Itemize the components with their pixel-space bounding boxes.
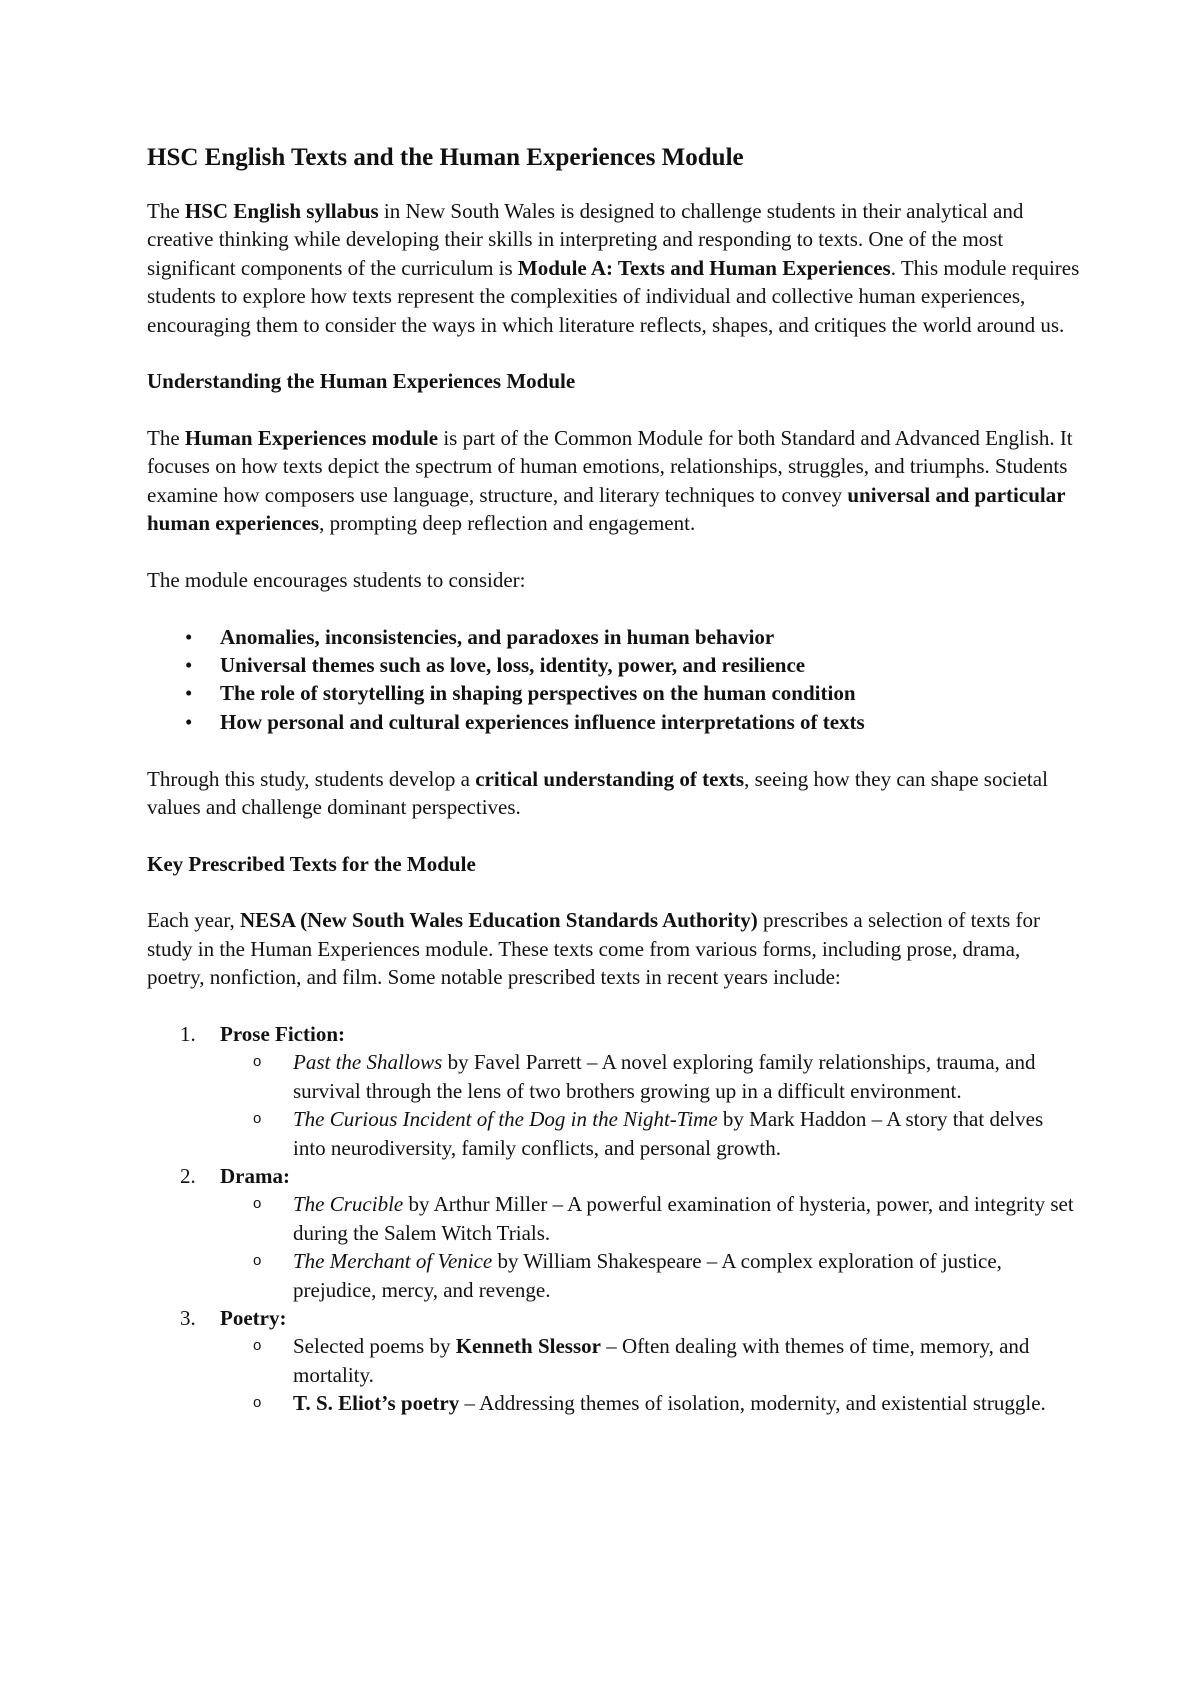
paragraph <box>147 906 1080 991</box>
bullet-item <box>147 679 1080 707</box>
bold-run: Module A: Texts and Human Experiences <box>517 255 891 280</box>
text-run: The <box>147 425 185 450</box>
section-heading: Understanding the Human Experiences Module <box>147 369 576 394</box>
text-description: by Arthur Miller – A powerful examination of hysteria, power, and integrity set during the Salem Witch Trials. <box>293 1192 1074 1245</box>
bullet-icon: • <box>185 624 193 649</box>
text-description: by Mark Haddon – A story that delves into neurodiversity, family conflicts, and personal growth. <box>293 1107 1044 1160</box>
category-label: Poetry: <box>220 1305 287 1330</box>
paragraph <box>147 765 1080 822</box>
poet-name: T. S. Eliot’s poetry <box>293 1391 460 1416</box>
bullet-icon: • <box>185 709 193 734</box>
paragraph <box>147 424 1080 538</box>
bullet-text: The role of storytelling in shaping perspectives on the human condition <box>220 681 856 706</box>
bold-run: universal and particular human experiences <box>147 482 1066 536</box>
text-run: is part of the Common Module for both Standard and Advanced English. It focuses on how texts depict the spectrum of human emotions, relationships, struggles, and triumphs. Students examine how composers use language, structure, and literary techniques to convey <box>147 425 1073 507</box>
text-run: Selected poems by <box>293 1334 456 1359</box>
text-run: Each year, <box>147 908 241 933</box>
text-description: – Often dealing with themes of time, memory, and mortality. <box>293 1334 1030 1387</box>
circle-bullet-icon: o <box>253 1110 262 1128</box>
prescribed-texts-list <box>147 1020 1080 1418</box>
circle-bullet-icon: o <box>253 1394 262 1412</box>
text-run: . This module requires students to explore how texts represent the complexities of individual and collective human experiences, encouraging them to consider the ways in which literature reflects, shapes, and critiques the world around us. <box>147 255 1080 337</box>
text-run: Through this study, students develop a <box>147 766 476 791</box>
bold-run: NESA (New South Wales Education Standards Authority) <box>240 908 758 933</box>
sub-item <box>220 1105 1080 1162</box>
bold-run: Human Experiences module <box>184 425 439 450</box>
bullet-item <box>147 651 1080 679</box>
category-item <box>147 1304 1080 1418</box>
sub-item <box>220 1247 1080 1304</box>
sub-item <box>220 1332 1080 1389</box>
poet-name: Kenneth Slessor <box>455 1334 601 1359</box>
sub-list <box>220 1048 1080 1162</box>
list-number: 3. <box>180 1305 196 1330</box>
bullet-icon: • <box>185 653 193 678</box>
section-heading: Key Prescribed Texts for the Module <box>147 851 476 876</box>
bullet-text: How personal and cultural experiences influence interpretations of texts <box>220 709 865 734</box>
bold-run: critical understanding of texts <box>475 766 745 791</box>
paragraph: The module encourages students to consider: <box>147 567 526 592</box>
bullet-text: Universal themes such as love, loss, identity, power, and resilience <box>220 653 806 678</box>
sub-list <box>220 1190 1080 1304</box>
document-title: HSC English Texts and the Human Experiences Module <box>147 144 744 171</box>
bullet-item <box>147 623 1080 651</box>
category-item <box>147 1020 1080 1162</box>
text-description: – Addressing themes of isolation, modernity, and existential struggle. <box>459 1391 1046 1416</box>
circle-bullet-icon: o <box>253 1195 262 1213</box>
bullet-text: Anomalies, inconsistencies, and paradoxes in human behavior <box>220 624 775 649</box>
text-title: The Curious Incident of the Dog in the Night-Time <box>293 1107 718 1132</box>
text-run: prescribes a selection of texts for study in the Human Experiences module. These texts come from various forms, including prose, drama, poetry, nonfiction, and film. Some notable prescribed texts in recent years include: <box>147 908 1040 990</box>
circle-bullet-icon: o <box>253 1337 262 1355</box>
category-label: Drama: <box>220 1163 290 1188</box>
sub-list <box>220 1332 1080 1417</box>
text-run: The <box>147 199 185 223</box>
text-run: , seeing how they can shape societal values and challenge dominant perspectives. <box>147 766 1048 820</box>
category-item <box>147 1162 1080 1304</box>
bullet-list <box>147 623 1080 737</box>
bullet-item <box>147 708 1080 736</box>
circle-bullet-icon: o <box>253 1252 262 1270</box>
sub-item <box>220 1190 1080 1247</box>
bullet-icon: • <box>185 681 193 706</box>
intro-paragraph <box>147 197 1080 339</box>
text-title: Past the Shallows <box>293 1050 443 1075</box>
sub-item <box>220 1048 1080 1105</box>
text-description: by Favel Parrett – A novel exploring family relationships, trauma, and survival through the lens of two brothers growing up in a difficult environment. <box>293 1050 1036 1103</box>
text-description: by William Shakespeare – A complex exploration of justice, prejudice, mercy, and revenge. <box>293 1249 1002 1302</box>
text-run: in New South Wales is designed to challenge students in their analytical and creative thinking while developing their skills in interpreting and responding to texts. One of the most significant components of the curriculum is <box>147 199 1024 280</box>
text-title: The Crucible <box>293 1192 404 1217</box>
list-number: 1. <box>180 1021 196 1046</box>
text-title: The Merchant of Venice <box>293 1249 493 1274</box>
list-number: 2. <box>180 1163 196 1188</box>
category-label: Prose Fiction: <box>220 1021 345 1046</box>
bold-run: HSC English syllabus <box>184 199 379 223</box>
text-run: , prompting deep reflection and engagement. <box>319 511 696 536</box>
sub-item <box>220 1389 1080 1417</box>
circle-bullet-icon: o <box>253 1053 262 1071</box>
